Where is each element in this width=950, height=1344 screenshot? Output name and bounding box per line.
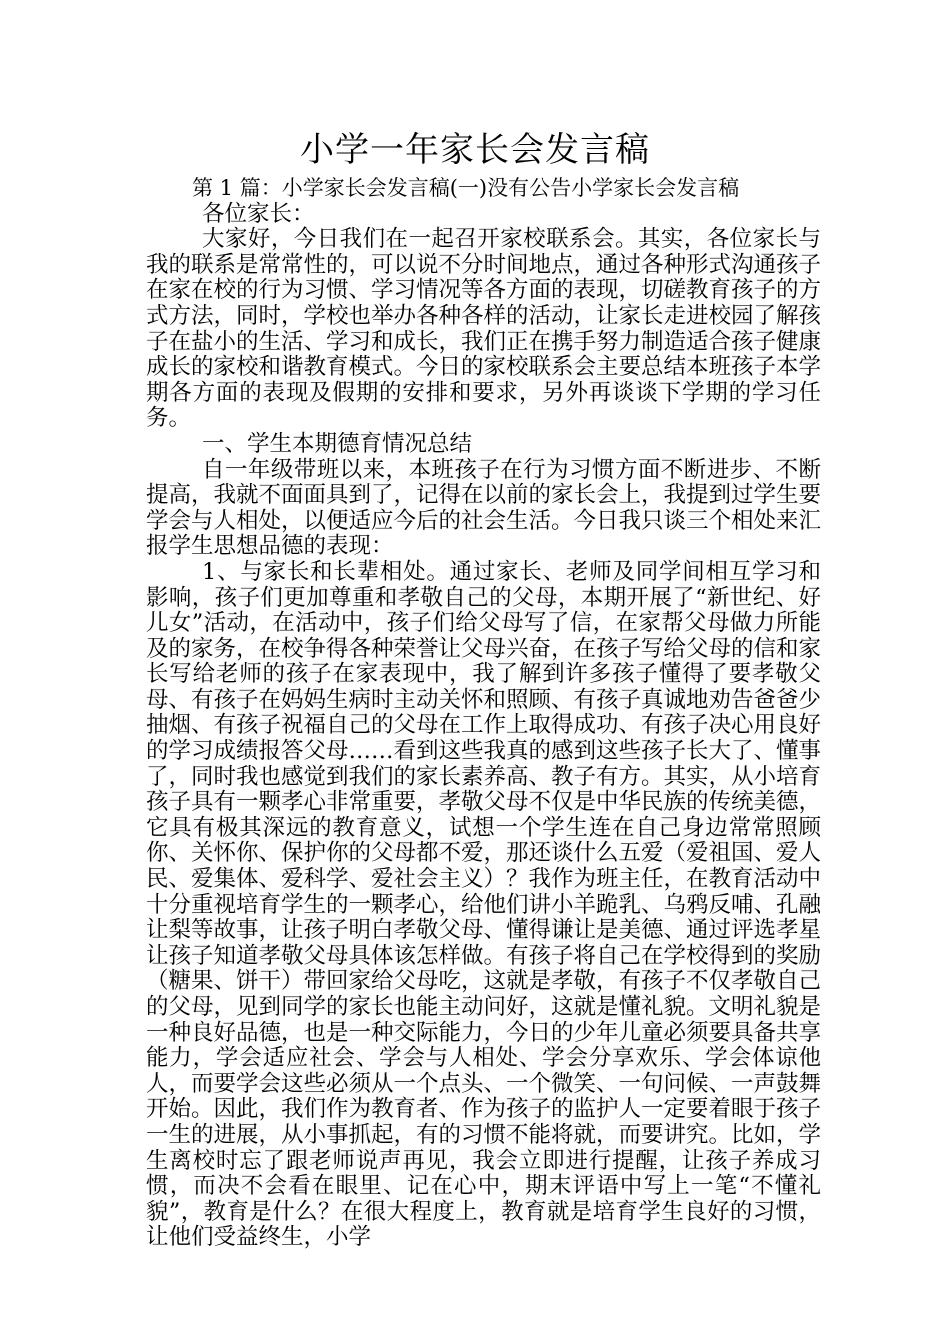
- greeting: 各位家长：: [202, 200, 315, 227]
- document-title: 小学一年家长会发言稿: [300, 130, 650, 170]
- paragraph: 1、与家长和长辈相处。通过家长、老师及同学间相互学习和影响，孩子们更加尊重和孝敬自己的父母，本期开展了“新世纪、好儿女”活动，在活动中，孩子们给父母写了信，在家帮父母做力所能及的家务，在校争得各种荣誉让父母兴奋，在孩子写给父母的信和家长写给老师的孩子在家表现中，我了解到许多孩子懂得了要孝敬父母、有孩子在妈妈生病时主动关怀和照顾、有孩子真诚地劝告爸爸少抽烟、有孩子祝福自己的父母在工作上取得成功、有孩子决心用良好的学习成绩报答父母……看到这些我真的感到这些孩子长大了、懂事了，同时我也感觉到我们的家长素养高、教子有方。其实，从小培育孩子具有一颗孝心非常重要，孝敬父母不仅是中华民族的传统美德，它具有极其深远的教育意义，试想一个学生连在自己身边常常照顾你、关怀你、保护你的父母都不爱，那还谈什么五爱（爱祖国、爱人民、爱集体、爱科学、爱社会主义）？我作为班主任，在教育活动中十分重视培育学生的一颗孝心，给他们讲小羊跪乳、乌鸦反哺、孔融让梨等故事，让孩子明白孝敬父母、懂得谦让是美德、通过评选孝星让孩子知道孝敬父母具体该怎样做。有孩子将自己在学校得到的奖励（糖果、饼干）带回家给父母吃，这就是孝敬，有孩子不仅孝敬自己的父母，见到同学的家长也能主动问好，这就是懂礼貌。文明礼貌是一种良好品德，也是一种交际能力，今日的少年儿童必须要具备共享能力，学会适应社会、学会与人相处、学会分享欢乐、学会体谅他人，而要学会这些必须从一个点头、一个微笑、一句问候、一声鼓舞开始。因此，我们作为教育者、作为孩子的监护人一定要着眼于孩子一生的进展，从小事抓起，有的习惯不能将就，而要讲究。比如，学生离校时忘了跟老师说声再见，我会立即进行提醒，让孩子养成习惯，而决不会看在眼里、记在心中，期末评语中写上一笔“不懂礼貌”，教育是什么？在很大程度上，教育就是培育学生良好的习惯，让他们受益终生，小学: [146, 558, 822, 1251]
- document-body: [146, 176, 821, 1251]
- section-heading: 一、学生本期德育情况总结: [202, 430, 473, 457]
- paragraph: 自一年级带班以来，本班孩子在行为习惯方面不断进步、不断提高，我就不面面具到了，记得在以前的家长会上，我提到过学生要学会与人相处，以便适应今后的社会生活。今日我只谈三个相处来汇报学生思想品德的表现：: [146, 456, 822, 560]
- paragraph: 大家好，今日我们在一起召开家校联系会。其实，各位家长与我的联系是常常性的，可以说不分时间地点，通过各种形式沟通孩子在家在校的行为习惯、学习情况等各方面的表现，切磋教育孩子的方式方法，同时，学校也举办各种各样的活动，让家长走进校园了解孩子在盐小的生活、学习和成长，我们正在携手努力制造适合孩子健康成长的家校和谐教育模式。今日的家校联系会主要总结本班孩子本学期各方面的表现及假期的安排和要求，另外再谈谈下学期的学习任务。: [146, 226, 822, 432]
- document-subtitle: 第 1 篇：小学家长会发言稿(一)没有公告小学家长会发言稿: [192, 176, 740, 200]
